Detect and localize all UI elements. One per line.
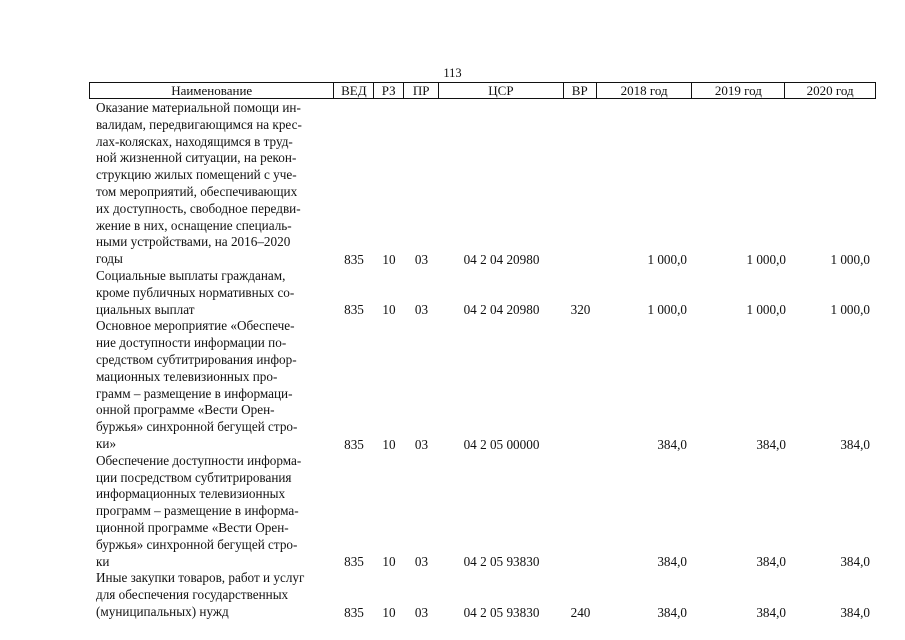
row-name-line: мационных телевизионных про- <box>96 368 278 384</box>
table-row <box>89 570 876 620</box>
header-pr: ПР <box>404 83 439 98</box>
row-2019: 1 000,0 <box>746 302 786 318</box>
row-2018: 1 000,0 <box>647 251 687 267</box>
header-csr: ЦСР <box>439 83 564 98</box>
row-name-line: ние доступности информации по- <box>96 335 287 351</box>
row-rz: 10 <box>382 251 396 267</box>
row-name-line: буржья» синхронной бегущей стро- <box>96 536 298 552</box>
row-csr: 04 2 05 93830 <box>463 604 540 620</box>
header-vr: ВР <box>564 83 597 98</box>
header-2019: 2019 год <box>692 83 785 98</box>
row-name-line: Обеспечение доступности информа- <box>96 452 302 468</box>
row-name-line: ционной программе «Вести Орен- <box>96 519 289 535</box>
row-ved: 835 <box>344 604 364 620</box>
table-row <box>89 453 876 571</box>
row-name <box>89 100 334 268</box>
row-rz: 10 <box>382 604 396 620</box>
row-name <box>89 570 334 620</box>
table-header <box>89 82 876 99</box>
table-row <box>89 100 876 268</box>
row-2018: 1 000,0 <box>647 302 687 318</box>
row-ved: 835 <box>344 436 364 452</box>
row-2018: 384,0 <box>657 604 687 620</box>
header-rz: РЗ <box>374 83 404 98</box>
row-pr: 03 <box>414 302 429 318</box>
row-name-line: Иные закупки товаров, работ и услуг <box>96 570 305 586</box>
row-name-line: циальных выплат <box>96 301 195 317</box>
row-2020: 384,0 <box>840 436 870 452</box>
header-name: Наименование <box>90 83 334 98</box>
row-name-line: Основное мероприятие «Обеспече- <box>96 318 295 334</box>
row-name-line: программ – размещение в информа- <box>96 503 299 519</box>
row-name-line: буржья» синхронной бегущей стро- <box>96 419 298 435</box>
row-rz: 10 <box>382 302 396 318</box>
row-name-line: (муниципальных) нужд <box>96 603 229 619</box>
table-row <box>89 268 876 318</box>
row-2019: 1 000,0 <box>746 251 786 267</box>
header-2020: 2020 год <box>806 83 854 98</box>
row-name-line: ными устройствами, на 2016–2020 <box>96 234 291 250</box>
row-csr: 04 2 04 20980 <box>463 302 540 318</box>
row-pr: 03 <box>414 604 429 620</box>
row-name-line: струкцию жилых помещений с уче- <box>96 167 297 183</box>
row-ved: 835 <box>344 554 364 570</box>
row-name-line: ки» <box>96 435 117 451</box>
table-row <box>89 318 876 452</box>
row-2019: 384,0 <box>756 604 786 620</box>
row-2020: 384,0 <box>840 554 870 570</box>
row-name-line: ки <box>96 553 110 569</box>
row-name-line: ной жизненной ситуации, на рекон- <box>96 150 297 166</box>
row-name-line: ции посредством субтитрирования <box>96 469 292 485</box>
row-name-line: лах-колясках, находящимся в труд- <box>96 133 293 149</box>
header-ved: ВЕД <box>334 83 374 98</box>
row-ved: 835 <box>344 302 364 318</box>
row-pr: 03 <box>414 251 429 267</box>
row-csr: 04 2 05 93830 <box>463 554 540 570</box>
row-name-line: том мероприятий, обеспечивающих <box>96 183 298 199</box>
row-name-line: их доступность, свободное передви- <box>96 200 301 216</box>
row-name-line: онной программе «Вести Орен- <box>96 402 275 418</box>
row-name-line: информационных телевизионных <box>96 486 286 502</box>
row-csr: 04 2 04 20980 <box>463 251 540 267</box>
row-2018: 384,0 <box>657 554 687 570</box>
row-pr: 03 <box>414 436 429 452</box>
row-ved: 835 <box>344 251 364 267</box>
row-name <box>89 453 334 571</box>
table-body <box>89 100 876 621</box>
row-2019: 384,0 <box>756 554 786 570</box>
row-pr: 03 <box>414 554 429 570</box>
row-2020: 1 000,0 <box>830 302 870 318</box>
row-vr: 240 <box>570 604 591 620</box>
row-name-line: валидам, передвигающимся на крес- <box>96 116 302 132</box>
row-name-line: Социальные выплаты гражданам, <box>96 267 286 283</box>
row-name <box>89 318 334 452</box>
row-name-line: кроме публичных нормативных со- <box>96 284 295 300</box>
row-name-line: Оказание материальной помощи ин- <box>96 100 301 115</box>
row-csr: 04 2 05 00000 <box>463 436 540 452</box>
row-name <box>89 268 334 318</box>
row-vr: 320 <box>570 302 591 318</box>
row-name-line: для обеспечения государственных <box>96 587 289 603</box>
row-name-line: средством субтитрирования инфор- <box>96 351 297 367</box>
row-rz: 10 <box>382 436 396 452</box>
header-2018: 2018 год <box>597 83 693 98</box>
row-2019: 384,0 <box>756 436 786 452</box>
row-name-line: жение в них, оснащение специаль- <box>96 217 292 233</box>
page-number: 113 <box>443 66 462 80</box>
row-name-line: годы <box>96 251 123 267</box>
row-2018: 384,0 <box>657 436 687 452</box>
row-name-line: грамм – размещение в информаци- <box>96 385 293 401</box>
row-2020: 1 000,0 <box>830 251 870 267</box>
row-rz: 10 <box>382 554 396 570</box>
row-2020: 384,0 <box>840 604 870 620</box>
